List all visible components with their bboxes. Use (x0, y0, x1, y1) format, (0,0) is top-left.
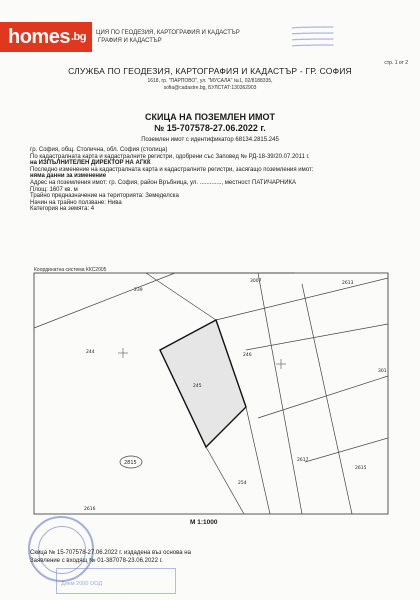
label-301: 301 (378, 369, 387, 374)
label-244: 244 (86, 350, 95, 355)
registration-stamp: ═════════════ ═════════════ ═════════════ ═════════════ (291, 24, 334, 48)
property-identifier: Поземлен имот с идентификатор 68134.2815.245 (141, 137, 279, 143)
info-line: Начин на трайно ползване: Нива (30, 199, 122, 206)
info-line: Категория на земята: 4 (30, 206, 95, 213)
info-line: Трайно предназначение на територията: Земеделска (30, 193, 179, 200)
office-title: СЛУЖБА ПО ГЕОДЕЗИЯ, КАРТОГРАФИЯ И КАДАСТЪР - ГР. СОФИЯ (68, 66, 352, 76)
coordinate-system-label: Координатна система ККС2005 (34, 267, 107, 273)
document-number: № 15-707578-27.06.2022 г. (154, 123, 266, 133)
label-2616: 2616 (84, 507, 96, 512)
logo-suffix: .bg (70, 31, 86, 43)
label-254: 254 (238, 481, 247, 486)
info-line: Адрес на поземления имот: гр. София, район Връбница, ул. ............., местност ПАТИЧАРНИКА (30, 179, 297, 186)
info-line: Площ: 1607 кв. м (30, 186, 78, 193)
page-indicator: стр. 1 от 2 (384, 60, 408, 66)
document-footer (30, 549, 191, 565)
property-info (30, 147, 400, 213)
logo-brand: homes (8, 26, 70, 48)
subject-parcel-245 (160, 320, 246, 447)
homes-bg-logo[interactable] (0, 22, 92, 52)
footer-line: Заявление с входящ № 01-387078-23.06.2022 г. (30, 558, 163, 564)
cadastral-map (0, 272, 420, 517)
info-line: По кадастралната карта и кадастралните регистри, одобрени със Заповед № РД-18-39/20.07.2011 г. (30, 153, 310, 160)
label-245: 245 (193, 384, 202, 389)
label-2615: 2615 (355, 466, 367, 471)
agency-header-fragment: ЦИЯ ПО ГЕОДЕЗИЯ, КАРТОГРАФИЯ И КАДАСТЪР ГРАФИЯ И КАДАСТЪР (96, 30, 240, 44)
label-239: 239 (134, 288, 143, 293)
map-scale: М 1:1000 (190, 519, 218, 526)
label-2613: 2613 (342, 281, 354, 286)
label-3007: 3007 (250, 279, 262, 284)
company-stamp: Дием 2000 ООД (56, 568, 176, 594)
document-title: СКИЦА НА ПОЗЕМЛЕН ИМОТ № 15-707578-27.06.2022 г. (0, 112, 420, 134)
info-line: Последно изменение на кадастралната карта и кадастралните регистри, засягащо поземления имот: (30, 166, 314, 173)
info-line: гр. София, общ. Столична, обл. София (столица) (30, 147, 168, 153)
label-246: 246 (243, 353, 252, 358)
info-line: на ИЗПЪЛНИТЕЛЕН ДИРЕКТОР НА АГКК (30, 160, 151, 167)
office-address: 1618, гр. "ПАРПОВО", ул. "МУСАЛА" №1, 02/8188335, sofia@cadastre.bg, БУЛСТАТ:130362903 (147, 78, 273, 91)
label-2617: 2617 (297, 458, 309, 463)
label-block: 2815 (124, 460, 137, 466)
footer-line: Скица № 15-707578-27.06.2022 г. издадена въз основа на (30, 550, 191, 556)
info-line: няма данни за изменение (30, 173, 107, 180)
